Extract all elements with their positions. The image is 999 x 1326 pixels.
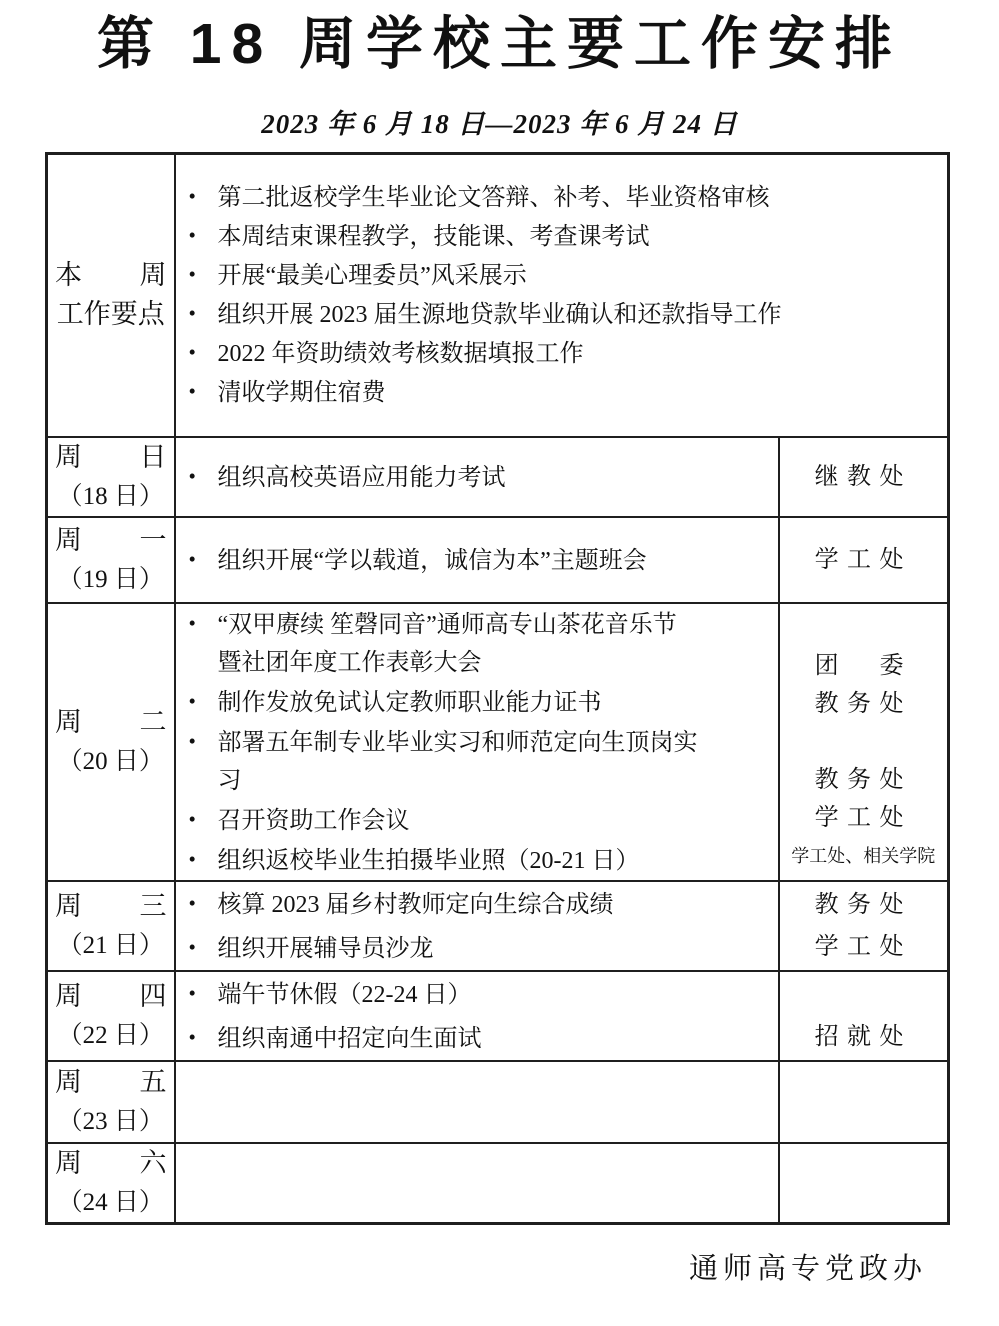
dept-label bbox=[780, 609, 948, 647]
day-cell-friday bbox=[47, 1061, 175, 1143]
row-wednesday bbox=[47, 881, 949, 971]
day-cell-wednesday bbox=[47, 881, 175, 971]
bullet-icon: • bbox=[188, 223, 196, 248]
day-date: （22 日） bbox=[57, 1021, 164, 1049]
summary-tasks-cell bbox=[175, 154, 949, 437]
footer-signature: 通师高专党政办 bbox=[688, 1253, 927, 1285]
summary-row bbox=[47, 154, 949, 437]
day-date: （19 日） bbox=[57, 565, 164, 593]
tasks-cell-empty bbox=[175, 1143, 779, 1224]
dept-label: 教务处 bbox=[814, 690, 912, 717]
task-text: 召开资助工作会议 bbox=[217, 807, 410, 834]
task-item bbox=[189, 373, 944, 412]
bullet-icon: • bbox=[188, 806, 196, 831]
task-text: 暨社团年度工作表彰大会 bbox=[217, 649, 482, 676]
dept-cell bbox=[779, 517, 949, 603]
row-friday bbox=[47, 1061, 949, 1143]
day-date: （20 日） bbox=[57, 747, 164, 775]
dept-cell bbox=[779, 603, 949, 881]
summary-label-line2: 工作要点 bbox=[56, 299, 165, 330]
task-text: 组织返校毕业生拍摄毕业照（20-21 日） bbox=[217, 847, 640, 874]
dept-label: 学工处 bbox=[814, 933, 912, 960]
dept-label: 学工处 bbox=[814, 546, 912, 573]
task-item bbox=[189, 256, 944, 295]
task-item bbox=[189, 178, 944, 217]
task-item bbox=[189, 334, 944, 373]
date-range: 2023 年 6 月 18 日—2023 年 6 月 24 日 bbox=[261, 109, 738, 139]
dept-label: 招就处 bbox=[814, 1023, 912, 1050]
day-date: （21 日） bbox=[57, 931, 164, 959]
bullet-icon: • bbox=[188, 846, 196, 871]
summary-label-line1: 本 周 bbox=[55, 260, 167, 291]
task-item bbox=[189, 539, 774, 581]
task-item-continuation bbox=[189, 644, 774, 682]
page-title: 第 18 周学校主要工作安排 bbox=[96, 12, 903, 76]
summary-label-cell bbox=[47, 154, 175, 437]
tasks-cell bbox=[175, 603, 779, 881]
task-item bbox=[189, 882, 774, 926]
task-text: 核算 2023 届乡村教师定向生综合成绩 bbox=[217, 891, 614, 918]
task-text: 组织开展 2023 届生源地贷款毕业确认和还款指导工作 bbox=[217, 302, 782, 329]
bullet-icon: • bbox=[188, 546, 196, 571]
day-cell-thursday bbox=[47, 971, 175, 1061]
tasks-cell-empty bbox=[175, 1061, 779, 1143]
dept-label bbox=[780, 974, 948, 1016]
day-label: 周 二 bbox=[55, 706, 167, 737]
task-item bbox=[189, 217, 944, 256]
day-label: 周 日 bbox=[55, 441, 167, 472]
bullet-icon: • bbox=[188, 301, 196, 326]
row-tuesday bbox=[47, 603, 949, 881]
day-label: 周 六 bbox=[55, 1147, 167, 1178]
day-label: 周 五 bbox=[55, 1066, 167, 1097]
task-text: “双甲赓续 笙磬同音”通师高专山茶花音乐节 bbox=[217, 611, 677, 638]
day-cell-monday bbox=[47, 517, 175, 603]
row-thursday bbox=[47, 971, 949, 1061]
task-text: 部署五年制专业毕业实习和师范定向生顶岗实 bbox=[217, 729, 698, 756]
tasks-cell bbox=[175, 517, 779, 603]
bullet-icon: • bbox=[188, 463, 196, 488]
dept-label: 教务处 bbox=[814, 891, 912, 918]
task-text: 本周结束课程教学，技能课、考查课考试 bbox=[217, 224, 650, 251]
task-item bbox=[189, 840, 774, 880]
day-date: （24 日） bbox=[57, 1188, 164, 1216]
task-text: 开展“最美心理委员”风采展示 bbox=[217, 263, 527, 290]
bullet-icon: • bbox=[188, 890, 196, 915]
tasks-cell bbox=[175, 971, 779, 1061]
task-text: 第二批返校学生毕业论文答辩、补考、毕业资格审核 bbox=[217, 185, 770, 212]
task-item bbox=[189, 682, 774, 722]
task-text: 端午节休假（22-24 日） bbox=[217, 981, 472, 1008]
bullet-icon: • bbox=[188, 980, 196, 1005]
task-item bbox=[189, 456, 774, 498]
bullet-icon: • bbox=[188, 728, 196, 753]
day-cell-sunday bbox=[47, 437, 175, 517]
task-item bbox=[189, 295, 944, 334]
task-item bbox=[189, 1016, 774, 1060]
task-text: 清收学期住宿费 bbox=[217, 380, 386, 407]
task-text: 制作发放免试认定教师职业能力证书 bbox=[217, 689, 602, 716]
row-sunday bbox=[47, 437, 949, 517]
dept-label: 学工处 bbox=[814, 804, 912, 831]
dept-cell bbox=[779, 971, 949, 1061]
bullet-icon: • bbox=[188, 184, 196, 209]
day-label: 周 四 bbox=[55, 980, 167, 1011]
task-item bbox=[189, 722, 774, 762]
tasks-cell bbox=[175, 437, 779, 517]
dept-cell-empty bbox=[779, 1061, 949, 1143]
task-text: 2022 年资助绩效考核数据填报工作 bbox=[217, 341, 584, 368]
dept-label: 学工处、相关学院 bbox=[791, 845, 936, 866]
dept-label: 团 委 bbox=[814, 652, 912, 679]
task-item bbox=[189, 800, 774, 840]
task-text: 习 bbox=[217, 767, 242, 794]
dept-cell-empty bbox=[779, 1143, 949, 1224]
day-label: 周 一 bbox=[55, 524, 167, 555]
bullet-icon: • bbox=[188, 340, 196, 365]
task-item bbox=[189, 972, 774, 1016]
task-item bbox=[189, 604, 774, 644]
day-date: （18 日） bbox=[57, 482, 164, 510]
dept-label: 教务处 bbox=[814, 766, 912, 793]
day-label: 周 三 bbox=[55, 890, 167, 921]
task-text: 组织开展“学以载道，诚信为本”主题班会 bbox=[217, 547, 647, 574]
bullet-icon: • bbox=[188, 934, 196, 959]
row-monday bbox=[47, 517, 949, 603]
tasks-cell bbox=[175, 881, 779, 971]
bullet-icon: • bbox=[188, 1024, 196, 1049]
dept-cell bbox=[779, 881, 949, 971]
bullet-icon: • bbox=[188, 688, 196, 713]
task-text: 组织开展辅导员沙龙 bbox=[217, 935, 434, 962]
day-date: （23 日） bbox=[57, 1107, 164, 1135]
dept-label: 继教处 bbox=[814, 463, 912, 490]
dept-cell bbox=[779, 437, 949, 517]
schedule-table bbox=[45, 152, 950, 1225]
task-item bbox=[189, 926, 774, 970]
bullet-icon: • bbox=[188, 610, 196, 635]
bullet-icon: • bbox=[188, 379, 196, 404]
row-saturday bbox=[47, 1143, 949, 1224]
task-text: 组织南通中招定向生面试 bbox=[217, 1025, 482, 1052]
day-cell-tuesday bbox=[47, 603, 175, 881]
task-text: 组织高校英语应用能力考试 bbox=[217, 464, 506, 491]
task-item-continuation bbox=[189, 762, 774, 800]
bullet-icon: • bbox=[188, 262, 196, 287]
day-cell-saturday bbox=[47, 1143, 175, 1224]
dept-label bbox=[780, 723, 948, 761]
